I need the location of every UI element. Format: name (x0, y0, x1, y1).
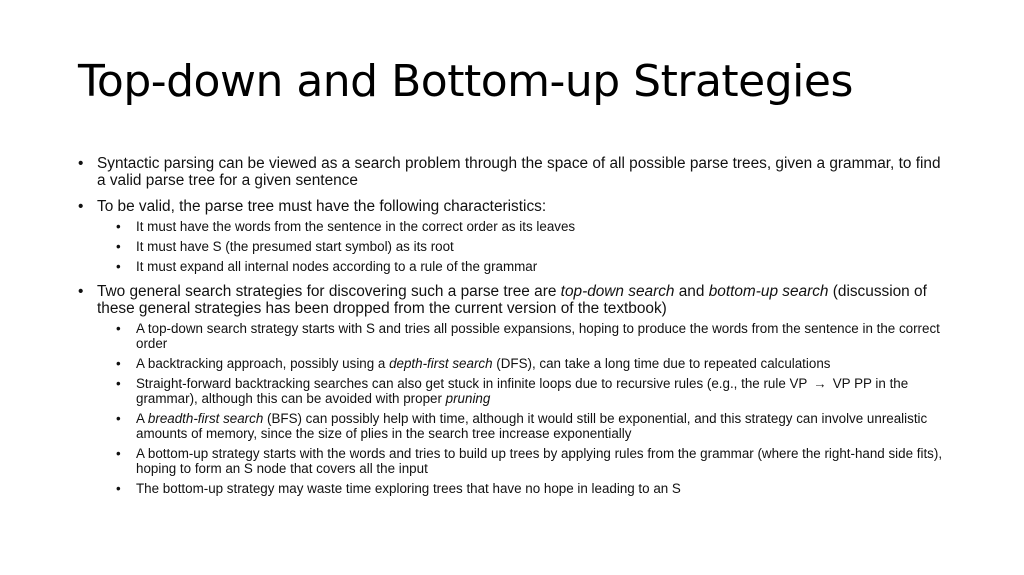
bullet-dot: • (116, 219, 121, 234)
text-run: VP PP in the grammar), although this can be avoided with proper (136, 376, 909, 406)
text-run: Two general search strategies for discovering such a parse tree are (97, 283, 561, 300)
sub-bullet-text (136, 376, 908, 406)
bullet-dot: • (78, 283, 84, 300)
sub-bullet-item (116, 321, 948, 351)
bullet-dot: • (116, 446, 121, 461)
text-run: (DFS), can take a long time due to repeated calculations (492, 356, 831, 371)
sub-bullet-text: It must have S (the presumed start symbol) as its root (136, 239, 454, 254)
sub-bullet-item (116, 219, 948, 234)
bullet-dot: • (78, 155, 84, 172)
bullet-item (78, 283, 948, 496)
sub-bullet-item (116, 356, 948, 371)
sub-bullet-list (97, 321, 948, 496)
sub-bullet-text (136, 411, 927, 441)
bullet-dot: • (116, 376, 121, 391)
text-run: (BFS) can possibly help with time, although it would still be exponential, and this strategy can involve unrealistic amounts of memory, since the size of plies in the search tree increase exponentially (136, 411, 928, 441)
sub-bullet-item (116, 376, 948, 406)
sub-bullet-item (116, 481, 948, 496)
bullet-dot: • (116, 321, 121, 336)
bullet-text: Syntactic parsing can be viewed as a search problem through the space of all possible parse trees, given a grammar, to find a valid parse tree for a given sentence (97, 155, 941, 189)
bullet-dot: • (116, 411, 121, 426)
sub-bullet-item (116, 259, 948, 274)
emphasis-top-down: top-down search (560, 283, 675, 300)
slide-content (78, 155, 948, 505)
bullet-dot: • (116, 356, 121, 371)
text-run: Straight-forward backtracking searches can also get stuck in infinite loops due to recursive rules (e.g., the rule VP (136, 376, 808, 391)
text-run: and (674, 283, 709, 300)
sub-bullet-text (136, 356, 830, 371)
emphasis-bfs: breadth-first search (147, 411, 264, 426)
sub-bullet-item (116, 446, 948, 476)
text-run: A backtracking approach, possibly using a (136, 356, 390, 371)
text-run: A (136, 411, 148, 426)
bullet-text: To be valid, the parse tree must have the following characteristics: (97, 198, 547, 215)
sub-bullet-text: It must have the words from the sentence in the correct order as its leaves (136, 219, 576, 234)
sub-bullet-text: It must expand all internal nodes according to a rule of the grammar (136, 259, 538, 274)
sub-bullet-text: A top-down search strategy starts with S and tries all possible expansions, hoping to produce the words from the sentence in the correct order (136, 321, 940, 351)
text-run: (discussion of these general strategies has been dropped from the current version of the textbook) (97, 283, 927, 317)
bullet-dot: • (116, 239, 121, 254)
sub-bullet-item (116, 239, 948, 254)
slide-title: Top-down and Bottom-up Strategies (78, 56, 853, 107)
emphasis-pruning: pruning (445, 391, 491, 406)
right-arrow-icon: → (813, 376, 827, 391)
bullet-dot: • (116, 481, 121, 496)
sub-bullet-text: The bottom-up strategy may waste time exploring trees that have no hope in leading to an S (136, 481, 681, 496)
bullet-item (78, 155, 948, 189)
sub-bullet-text: A bottom-up strategy starts with the words and tries to build up trees by applying rules from the grammar (where the right-hand side fits), hoping to form an S node that covers all the input (136, 446, 943, 476)
sub-bullet-item (116, 411, 948, 441)
emphasis-bottom-up: bottom-up search (708, 283, 829, 300)
bullet-dot: • (78, 198, 84, 215)
bullet-item (78, 198, 948, 274)
bullet-text (97, 283, 927, 317)
sub-bullet-list (97, 219, 948, 274)
emphasis-dfs: depth-first search (389, 356, 493, 371)
bullet-dot: • (116, 259, 121, 274)
